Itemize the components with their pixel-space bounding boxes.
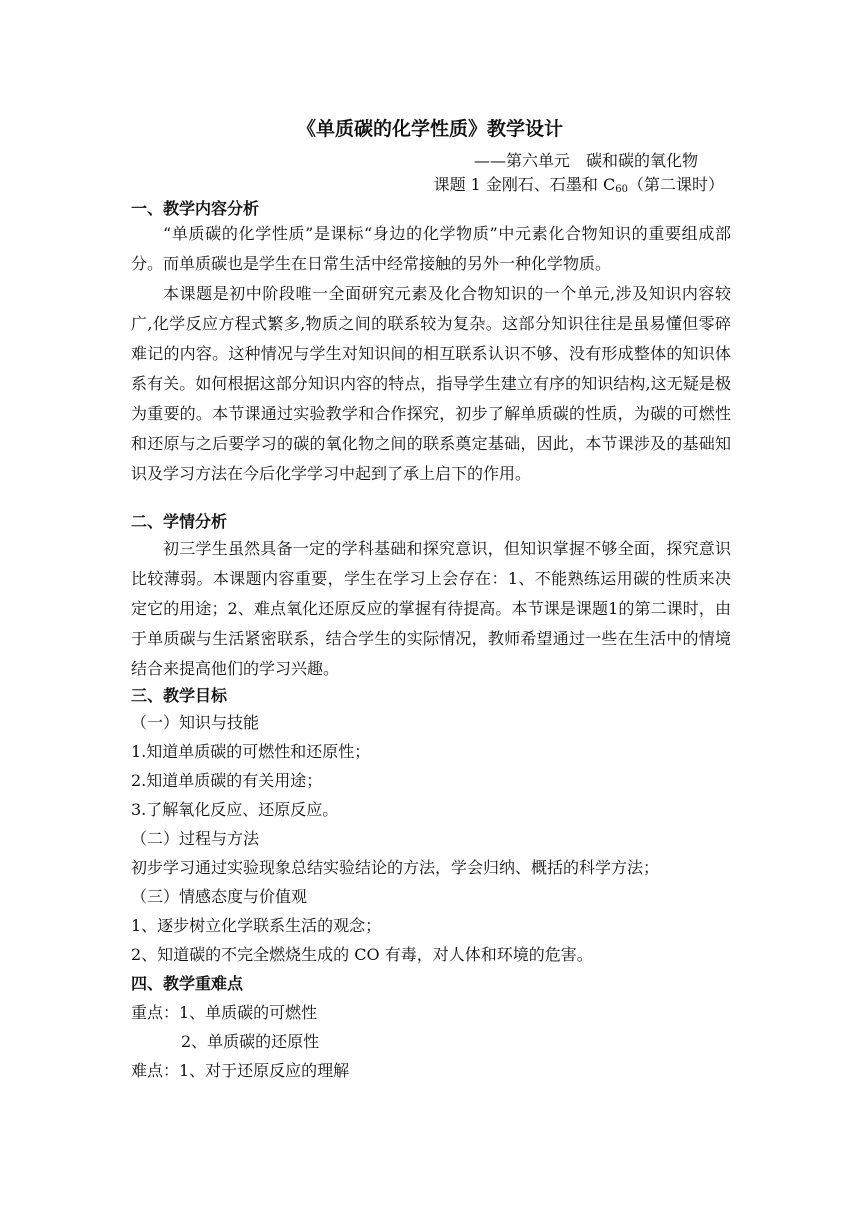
lesson-subtitle-prefix: 课题 1 金刚石、石墨和 C — [433, 175, 616, 194]
content-analysis-paragraph-1: “单质碳的化学性质”是课标“身边的化学物质”中元素化合物知识的重要组成部分。而单质碳也是学生在日常生活中经常接触的另外一种化学物质。 — [131, 224, 731, 273]
goal-item-2: 2.知道单质碳的有关用途； — [131, 771, 323, 790]
difficult-point-1: 难点：1、对于还原反应的理解 — [131, 1061, 350, 1080]
goal-subheading-knowledge: （一）知识与技能 — [131, 713, 260, 732]
goal-attitude-2: 2、知道碳的不完全燃烧生成的 CO 有毒，对人体和环境的危害。 — [131, 945, 593, 964]
section-heading-student-analysis: 二、学情分析 — [131, 512, 228, 531]
lesson-subtitle — [434, 174, 724, 201]
goal-item-3: 3.了解氧化反应、还原反应。 — [131, 800, 339, 819]
content-analysis-paragraph-2: 本课题是初中阶段唯一全面研究元素及化合物知识的一个单元,涉及知识内容较广,化学反应方程式繁多,物质之间的联系较为复杂。这部分知识往往是虽易懂但零碎难记的内容。这种情况与学生对知识间的相互联系认识不够、没有形成整体的知识体系有关。如何根据这部分知识内容的特点，指导学生建立有序的知识结构,这无疑是极为重要的。本节课通过实验教学和合作探究，初步了解单质碳的性质，为碳的可燃性和还原与之后要学习的碳的氧化物之间的联系奠定基础，因此，本节课涉及的基础知识及学习方法在今后化学学习中起到了承上启下的作用。 — [131, 284, 731, 483]
lesson-subtitle-suffix: （第二课时） — [627, 175, 724, 194]
section-heading-content-analysis: 一、教学内容分析 — [131, 199, 260, 218]
goal-subheading-process: （二）过程与方法 — [131, 829, 260, 848]
goal-item-1: 1.知道单质碳的可燃性和还原性； — [131, 742, 371, 761]
key-point-2: 2、单质碳的还原性 — [181, 1032, 320, 1051]
section-heading-key-points: 四、教学重难点 — [131, 974, 244, 993]
goal-method: 初步学习通过实验现象总结实验结论的方法，学会归纳、概括的科学方法； — [131, 858, 660, 877]
section-heading-teaching-goals: 三、教学目标 — [131, 686, 228, 705]
lesson-subtitle-subscript: 60 — [615, 184, 628, 195]
document-title: 《单质碳的化学性质》教学设计 — [296, 118, 563, 140]
key-point-1: 重点：1、单质碳的可燃性 — [131, 1003, 318, 1022]
goal-attitude-1: 1、逐步树立化学联系生活的观念； — [131, 916, 382, 935]
goal-subheading-attitude: （三）情感态度与价值观 — [131, 887, 308, 906]
student-analysis-paragraph: 初三学生虽然具备一定的学科基础和探究意识，但知识掌握不够全面，探究意识比较薄弱。本课题内容重要，学生在学习上会存在：1、不能熟练运用碳的性质来决定它的用途；2、难点氧化还原反应的掌握有待提高。本节课是课题1的第二课时，由于单质碳与生活紧密联系，结合学生的实际情况，教师希望通过一些在生活中的情境结合来提高他们的学习兴趣。 — [131, 539, 731, 678]
unit-subtitle: ——第六单元 碳和碳的氧化物 — [473, 151, 698, 170]
